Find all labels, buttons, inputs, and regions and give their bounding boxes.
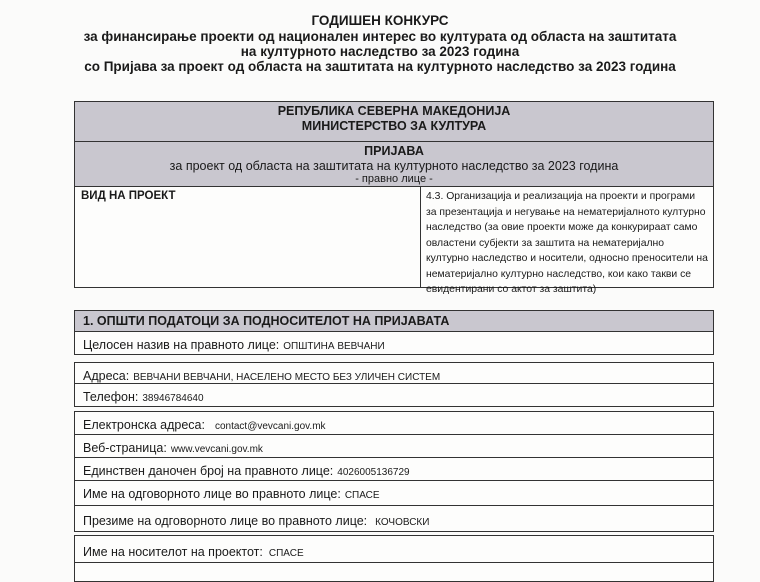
form-row-project-holder-name <box>74 535 714 563</box>
email-label: Електронска адреса: <box>83 418 205 432</box>
email-value: contact@vevcani.gov.mk <box>214 421 326 432</box>
heading-line-1: ГОДИШЕН КОНКУРС <box>311 13 449 28</box>
ministry-box <box>74 101 714 142</box>
phone-value: 38946784640 <box>142 393 204 404</box>
form-row-phone <box>74 383 714 407</box>
heading-line-3: на културното наследство за 2023 година <box>240 44 520 59</box>
form-row-responsible-last-name <box>74 505 714 532</box>
application-box <box>74 141 714 187</box>
form-row-full-name <box>74 331 714 355</box>
tax-number-label: Единствен даночен број на правното лице: <box>83 464 334 478</box>
responsible-last-name-label: Презиме на одговорното лице во правното лице: <box>83 514 368 528</box>
website-value: www.vevcani.gov.mk <box>170 444 263 455</box>
project-type-label: ВИД НА ПРОЕКТ <box>81 190 176 202</box>
form-row-tax-number <box>74 457 714 481</box>
project-type-value: 4.3. Организација и реализација на проекти и програми за презентација и негување на нематеријалното културно наследство (за овие проекти може да конкурираат само овластени субјекти за заштита на нематеријално културно наследство и носители, односно преносители на нематеријално културно наследство, кои како такви се евидентирани со актот за заштита) <box>426 191 708 295</box>
heading-line-2: за финансирање проекти од национален интерес во културата од областа на заштитата <box>83 29 677 44</box>
project-type-divider <box>420 187 421 287</box>
tax-number-value: 4026005136729 <box>337 467 410 478</box>
ministry-line-2: МИНИСТЕРСТВО ЗА КУЛТУРА <box>301 119 487 133</box>
application-title: ПРИЈАВА <box>364 144 424 158</box>
website-label: Веб-страница: <box>83 441 167 455</box>
section-1-title: 1. ОПШТИ ПОДАТОЦИ ЗА ПОДНОСИТЕЛОТ НА ПРИЈАВАТА <box>83 314 450 328</box>
heading-line-4: со Пријава за проект од областа на заштитата на културното наследство за 2023 година <box>84 59 676 74</box>
responsible-first-name-label: Име на одговорното лице во правното лице: <box>83 487 341 501</box>
full-name-label: Целосен назив на правното лице: <box>83 338 280 352</box>
address-value: ВЕВЧАНИ ВЕВЧАНИ, НАСЕЛЕНО МЕСТО БЕЗ УЛИЧЕН СИСТЕМ <box>133 372 441 383</box>
application-type: - правно лице - <box>355 173 433 185</box>
phone-label: Телефон: <box>83 390 139 404</box>
form-row-responsible-first-name <box>74 480 714 506</box>
form-row-next <box>74 562 714 582</box>
form-row-address <box>74 362 714 384</box>
responsible-last-name-value: КОЧОВСКИ <box>375 517 430 528</box>
address-label: Адреса: <box>83 369 130 383</box>
form-row-email <box>74 411 714 435</box>
form-row-website <box>74 434 714 458</box>
application-subtitle: за проект од областа на заштитата на културното наследство за 2023 година <box>169 159 619 173</box>
ministry-line-1: РЕПУБЛИКА СЕВЕРНА МАКЕДОНИЈА <box>277 104 511 118</box>
project-holder-name-value: СПАСЕ <box>268 548 304 559</box>
responsible-first-name-value: СПАСЕ <box>344 490 380 501</box>
section-1-title-box <box>74 310 714 332</box>
full-name-value: ОПШТИНА ВЕВЧАНИ <box>283 341 385 352</box>
project-type-row <box>74 186 714 295</box>
project-holder-name-label: Име на носителот на проектот: <box>83 545 263 559</box>
